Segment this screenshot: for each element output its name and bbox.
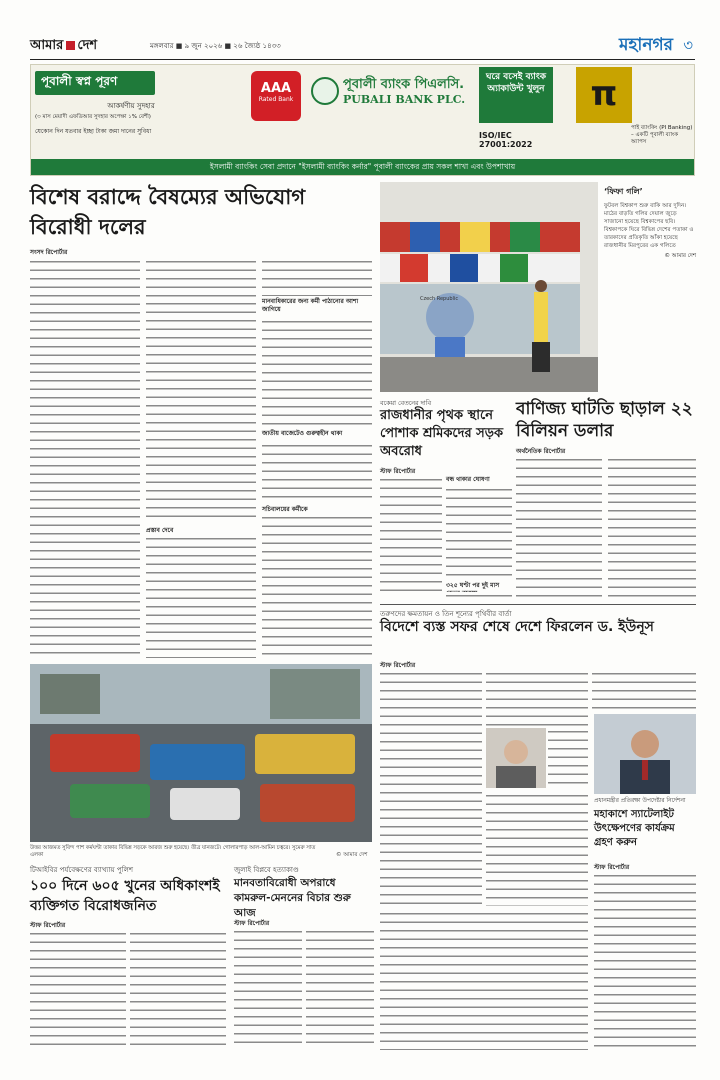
ad-title: পূবালী স্বপ্ন পূরণ — [35, 71, 155, 95]
lead-body-col3a — [262, 258, 372, 296]
traffic-photo-caption: উত্তর আজমত সুবিন্দ পাশ কর্মঘণ্টা তাকার বিভিন্ন সড়কে আরজ শুরু হয়েছে। তীব্র যানজটে। গোলারপাড় আল-আমিন চত্বরে। সুমেরু সাত এলকা — [30, 845, 316, 858]
trade-body-col2 — [608, 456, 696, 598]
workers-byline: স্টাফ রিপোর্টার — [380, 468, 416, 475]
lead-body-col3b — [262, 318, 372, 428]
pi-banking-caption: পাই ব্যাংকিং (PI Banking) – একটি পূবালী ব্যাংক অ্যাপস — [631, 125, 693, 145]
lead-body-col2c — [146, 535, 256, 658]
lead-body-col2a — [146, 258, 256, 298]
satellite-kicker: প্রধানমন্ত্রীর প্রতিরক্ষা উপদেষ্টার নির্দেশনা — [594, 798, 686, 804]
paper-name-left: আমার — [30, 38, 64, 53]
satellite-body — [594, 872, 696, 1050]
yunus-body-bottom — [380, 910, 588, 1050]
fifa-wall-illustration — [380, 182, 598, 392]
yunus-body-col2b — [548, 728, 588, 788]
iso-badge: ISO/IEC 27001:2022 — [479, 131, 533, 149]
lead-body-col3c — [262, 442, 372, 502]
paper-name-right: দেশ — [77, 38, 98, 53]
workers-headline: রাজধানীর পৃথক স্থানে পোশাক শ্রমিকদের সড়ক অবরোধ — [380, 408, 504, 459]
yunus-kicker: তরুণদের ক্ষমতায়ন ও তিন শূন্যের পৃথিবীর বার্তা — [380, 610, 512, 618]
trial-kicker: জুলাই বিপ্লবে হত্যাকাণ্ড — [234, 866, 299, 874]
satellite-byline: স্টাফ রিপোর্টার — [594, 864, 630, 871]
yunus-headline: বিদেশে ব্যস্ত সফর শেষে দেশে ফিরলেন ড. ইউনূস — [380, 619, 654, 635]
lead-subhead-1: মানবাধিকারের জন্য কর্মী পাঠানোর আশা জাগিয়ে — [262, 298, 359, 313]
lead-subhead-4: সচিবালয়ের কর্মীকে — [262, 506, 308, 513]
page-number: ৩ — [683, 36, 693, 54]
lead-body-col1 — [30, 258, 140, 658]
workers-body-col2 — [446, 486, 512, 580]
fifa-caption-block — [604, 186, 696, 261]
lead-byline: সংসদ রিপোর্টার — [30, 249, 68, 256]
trial-body-col1 — [234, 928, 302, 1050]
lead-body-col2b — [146, 300, 256, 522]
traffic-photo — [30, 664, 372, 842]
issue-date: মঙ্গলবার ■ ৯ জুন ২০২৬ ■ ২৬ জ্যৈষ্ঠ ১৪৩৩ — [150, 42, 281, 50]
police-body-col1 — [30, 930, 126, 1050]
trade-headline: বাণিজ্য ঘাটতি ছাড়াল ২২ বিলিয়ন ডলার — [516, 399, 693, 441]
bank-name-bn: পূবালী ব্যাংক পিএলসি. — [343, 77, 465, 92]
bank-name-en: PUBALI BANK PLC. — [343, 93, 466, 106]
ad-bullet-1: আকর্ষণীয় সুদহার — [107, 102, 155, 110]
paper-name — [30, 36, 97, 57]
lead-headline-line1: বিশেষ বরাদ্দে বৈষম্যের অভিযোগ — [30, 185, 306, 209]
police-body-col2 — [130, 930, 226, 1050]
rating-value: AAA — [260, 81, 292, 96]
lead-subhead-3: প্রস্তাব দেবে — [146, 527, 174, 534]
masthead — [30, 30, 695, 60]
yunus-byline: স্টাফ রিপোর্টার — [380, 662, 416, 669]
pi-banking-logo-icon: π — [576, 67, 632, 123]
lead-subhead-2: জাতীয় বাজেটেও গুরুত্বহীন থাকা — [262, 430, 343, 437]
section-title: মহানগর — [619, 35, 673, 55]
traffic-photo-credit: © আমার দেশ — [336, 852, 368, 858]
open-account-promo: ঘরে বসেই ব্যাংক অ্যাকাউন্ট খুলুন — [479, 67, 553, 123]
yunus-body-col2a — [486, 670, 588, 726]
bank-logo-icon — [311, 77, 339, 105]
ad-footer-banner: ইসলামী ব্যাংকিং সেবা প্রদানে "ইসলামী ব্যাংকিং কর্নার" পূবালী ব্যাংকের প্রায় সকল শাখা এবং উপশাখায় — [31, 159, 694, 175]
yunus-body-col2c — [486, 792, 588, 906]
advertisement — [30, 64, 695, 176]
masthead-rule — [30, 59, 695, 60]
logo-square-icon — [66, 41, 75, 50]
yunus-rule — [380, 604, 696, 605]
adviser-illustration — [594, 714, 696, 794]
lead-headline-line2: বিরোধী দলের — [30, 215, 146, 239]
workers-subhead-1: বন্ধ থাকার ঘোষণা — [446, 476, 490, 483]
aaa-rating-badge — [251, 71, 301, 121]
yunus-portrait — [486, 728, 546, 788]
workers-body-col2b — [446, 592, 512, 598]
portrait-illustration — [486, 728, 546, 788]
traffic-photo-illustration — [30, 664, 372, 842]
trade-body-col1 — [516, 456, 602, 598]
lead-headline — [30, 182, 390, 242]
fifa-label: ‘ফিফা গলি’ — [604, 187, 643, 196]
lead-body-col3d — [262, 514, 372, 658]
adviser-photo — [594, 714, 696, 794]
ad-offer — [35, 71, 227, 149]
satellite-headline: মহাকাশে স্যাটেলাইট উৎক্ষেপণের কার্যক্রম গ্রহণ করুন — [594, 809, 675, 848]
yunus-body-col3 — [592, 670, 696, 710]
police-kicker: টিআইবির পর্যবেক্ষণের ব্যাখ্যায় পুলিশ — [30, 866, 133, 874]
workers-body-col1 — [380, 476, 442, 598]
ad-bullet-2: (৩ মাস মেয়াদী এফডিআর সুদহার অপেক্ষা ১% বেশী) — [35, 114, 151, 120]
workers-kicker: বকেয়া বেতনের দাবি — [380, 400, 431, 407]
trial-body-col2 — [306, 928, 374, 1050]
fifa-street-photo — [380, 182, 598, 392]
fifa-credit: © আমার দেশ — [664, 253, 696, 259]
trial-headline: মানবতাবিরোধী অপরাধে কামরুল-মেননের বিচার শুরু আজ — [234, 877, 351, 919]
rating-sub: Rated Bank — [258, 96, 294, 103]
police-byline: স্টাফ রিপোর্টার — [30, 922, 66, 929]
workers-subhead-2: ৩২৫ ঘণ্টা পর দুই মাস — [446, 582, 500, 589]
police-headline: ১০০ দিনে ৬০৫ খুনের অধিকাংশই ব্যক্তিগত বিরোধজনিত — [30, 878, 220, 914]
fifa-caption: ফুটবল বিশ্বকাপ শুরু বাকি আর দুদিন। মাঠের বাড়তি গলির দেয়াল জুড়ে সাজানো হয়েছে বিশ্বকাপের ছবি। বিশ্বকাপকে ঘিরে বিভিন্ন দেশের পতাকা ও তারকাদের প্রতিকৃতি আঁকা হয়েছে রাজধানীর মিরপুরের এক গলিতে — [604, 203, 694, 249]
trade-byline: অর্থনৈতিক রিপোর্টার — [516, 448, 566, 455]
wall-country-label: Czech Republic — [420, 296, 459, 302]
trial-byline: স্টাফ রিপোর্টার — [234, 920, 270, 927]
ad-bullet-3: যেকোন দিন যতবার ইচ্ছা টাকা জমা দানের সুবিধা — [35, 128, 152, 135]
yunus-body-col1 — [380, 670, 482, 906]
